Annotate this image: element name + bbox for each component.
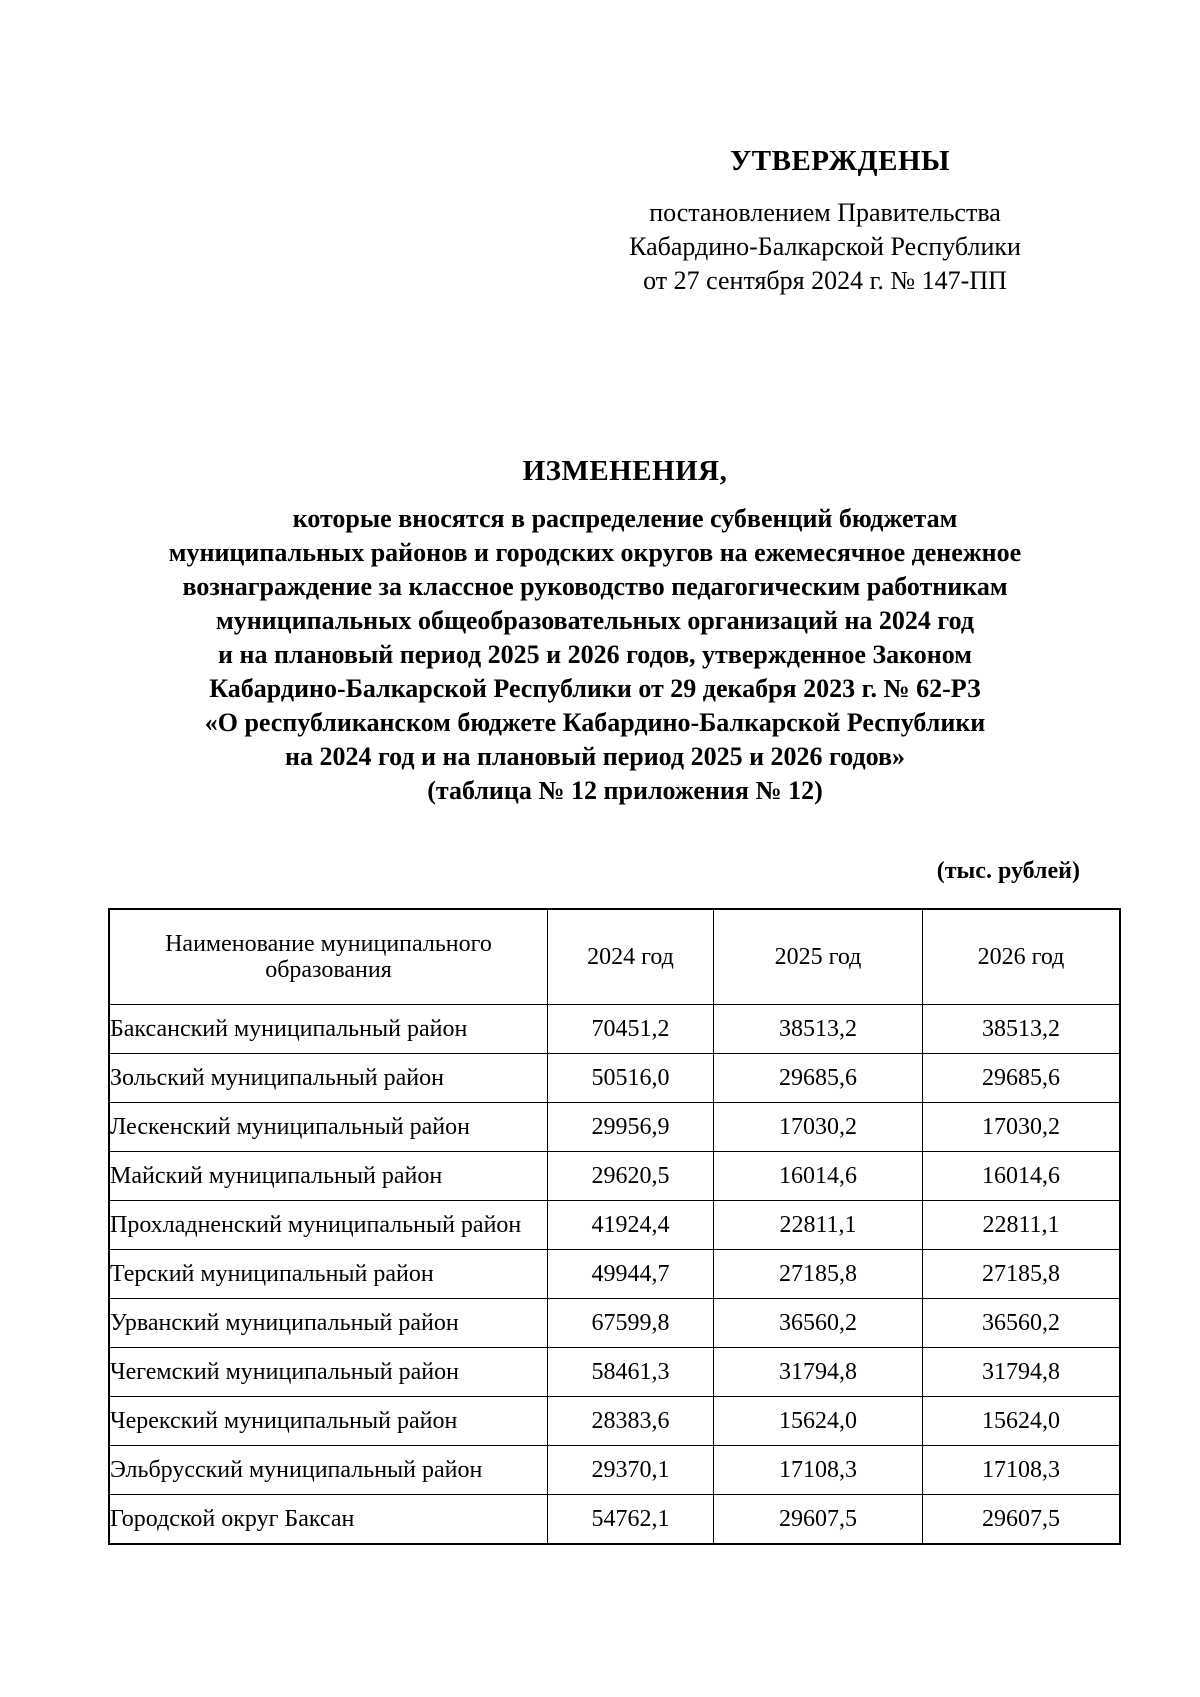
value-2026: 16014,6 (923, 1152, 1121, 1201)
units-label: (тыс. рублей) (936, 858, 1080, 884)
value-2025: 16014,6 (714, 1152, 923, 1201)
municipality-name: Городской округ Баксан (109, 1495, 548, 1545)
municipality-name: Эльбрусский муниципальный район (109, 1446, 548, 1495)
value-2025: 27185,8 (714, 1250, 923, 1299)
heading-line: «О республиканском бюджете Кабардино-Балкарской Республики (204, 708, 986, 737)
municipality-name: Черекский муниципальный район (109, 1397, 548, 1446)
table-row (109, 1397, 1120, 1446)
value-2024: 70451,2 (548, 1005, 714, 1054)
column-header-name: Наименование муниципального образования (109, 909, 548, 1005)
municipality-name: Лескенский муниципальный район (109, 1103, 548, 1152)
value-2025: 15624,0 (714, 1397, 923, 1446)
municipality-name: Зольский муниципальный район (109, 1054, 548, 1103)
value-2024: 29956,9 (548, 1103, 714, 1152)
table-row (109, 1446, 1120, 1495)
value-2026: 27185,8 (923, 1250, 1121, 1299)
approval-block (590, 145, 1060, 298)
value-2026: 15624,0 (923, 1397, 1121, 1446)
value-2026: 17108,3 (923, 1446, 1121, 1495)
document-heading (120, 455, 1070, 808)
table-row (109, 1201, 1120, 1250)
heading-line: которые вносятся в распределение субвенций бюджетам (292, 504, 958, 533)
value-2025: 17108,3 (714, 1446, 923, 1495)
heading-line: муниципальных районов и городских округов на ежемесячное денежное (168, 538, 1022, 567)
table-row (109, 1103, 1120, 1152)
table-row (109, 1005, 1120, 1054)
value-2024: 54762,1 (548, 1495, 714, 1545)
municipality-name: Урванский муниципальный район (109, 1299, 548, 1348)
value-2024: 67599,8 (548, 1299, 714, 1348)
heading-line: Кабардино-Балкарской Республики от 29 декабря 2023 г. № 62-РЗ (209, 674, 981, 703)
value-2025: 17030,2 (714, 1103, 923, 1152)
approved-title: УТВЕРЖДЕНЫ (729, 145, 950, 177)
municipality-name: Майский муниципальный район (109, 1152, 548, 1201)
document-title: ИЗМЕНЕНИЯ, (522, 455, 728, 487)
municipality-name: Баксанский муниципальный район (109, 1005, 548, 1054)
heading-line: вознаграждение за классное руководство педагогическим работникам (182, 572, 1008, 601)
value-2026: 38513,2 (923, 1005, 1121, 1054)
value-2025: 38513,2 (714, 1005, 923, 1054)
value-2024: 29620,5 (548, 1152, 714, 1201)
heading-line: на 2024 год и на плановый период 2025 и 2026 годов» (284, 742, 906, 771)
heading-line: муниципальных общеобразовательных организаций на 2024 год (215, 606, 974, 635)
column-header-2026: 2026 год (923, 909, 1121, 1005)
heading-line: (таблица № 12 приложения № 12) (427, 776, 823, 805)
value-2024: 28383,6 (548, 1397, 714, 1446)
table-row (109, 1152, 1120, 1201)
table-row (109, 1299, 1120, 1348)
approval-line: постановлением Правительства (649, 198, 1001, 227)
value-2024: 58461,3 (548, 1348, 714, 1397)
value-2026: 36560,2 (923, 1299, 1121, 1348)
table-row (109, 1054, 1120, 1103)
table-row (109, 1250, 1120, 1299)
municipality-name: Терский муниципальный район (109, 1250, 548, 1299)
approval-line: от 27 сентября 2024 г. № 147-ПП (643, 266, 1007, 295)
value-2024: 41924,4 (548, 1201, 714, 1250)
municipality-name: Чегемский муниципальный район (109, 1348, 548, 1397)
value-2025: 36560,2 (714, 1299, 923, 1348)
municipality-name: Прохладненский муниципальный район (109, 1201, 548, 1250)
value-2025: 31794,8 (714, 1348, 923, 1397)
value-2026: 29685,6 (923, 1054, 1121, 1103)
value-2025: 29685,6 (714, 1054, 923, 1103)
value-2026: 31794,8 (923, 1348, 1121, 1397)
heading-line: и на плановый период 2025 и 2026 годов, утвержденное Законом (218, 640, 972, 669)
approval-line: Кабардино-Балкарской Республики (629, 232, 1021, 261)
value-2026: 29607,5 (923, 1495, 1121, 1545)
value-2024: 50516,0 (548, 1054, 714, 1103)
value-2024: 49944,7 (548, 1250, 714, 1299)
table-row (109, 1348, 1120, 1397)
table-header-row (109, 909, 1120, 1005)
column-header-2024: 2024 год (548, 909, 714, 1005)
value-2026: 22811,1 (923, 1201, 1121, 1250)
value-2025: 22811,1 (714, 1201, 923, 1250)
value-2025: 29607,5 (714, 1495, 923, 1545)
value-2024: 29370,1 (548, 1446, 714, 1495)
subvention-table (108, 908, 1121, 1545)
column-header-2025: 2025 год (714, 909, 923, 1005)
value-2026: 17030,2 (923, 1103, 1121, 1152)
table-row (109, 1495, 1120, 1545)
